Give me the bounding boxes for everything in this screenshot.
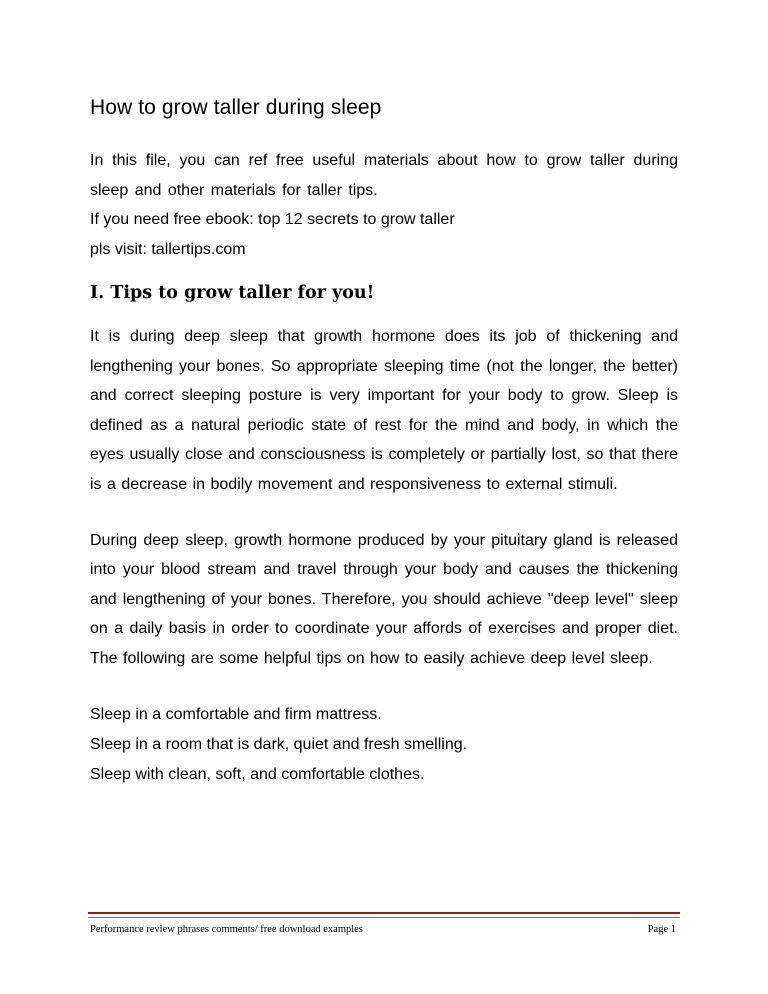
intro-line: If you need free ebook: top 12 secrets to grow taller (90, 211, 455, 228)
intro-line: pls visit: tallertips.com (90, 240, 246, 258)
intro-line: In this file, you can ref free useful materials about how to grow taller during sleep and other materials for taller tips. (90, 152, 678, 199)
body-paragraph: It is during deep sleep that growth hormone does its job of thickening and lengthening your bones. So appropriate sleeping time (not the longer, the better) and correct sleeping posture is very important for your body to grow. Sleep is defined as a natural periodic state of rest for the mind and body, in which the eyes usually close and consciousness is completely or partially lost, so that there is a decrease in bodily movement and responsiveness to external stimuli. (90, 328, 678, 493)
page-content (90, 94, 678, 790)
page-footer (90, 923, 678, 939)
page-number: Page 1 (647, 924, 676, 935)
tips-list (90, 700, 678, 790)
section-heading: I. Tips to grow taller for you! (90, 283, 375, 303)
tip-item: Sleep in a room that is dark, quiet and fresh smelling. (90, 735, 468, 753)
tip-item: Sleep in a comfortable and firm mattress. (90, 705, 382, 723)
footer-text: Performance review phrases comments/ free download examples (90, 924, 363, 935)
tip-item: Sleep with clean, soft, and comfortable clothes. (90, 765, 425, 783)
footer-divider-thin (88, 917, 680, 918)
document-title: How to grow taller during sleep (90, 96, 382, 119)
intro-block (90, 146, 678, 264)
body-paragraph: During deep sleep, growth hormone produced by your pituitary gland is released into your blood stream and travel through your body and causes the thickening and lengthening of your bones. Therefore, you should achieve "deep level" sleep on a daily basis in order to coordinate your affords of exercises and proper diet. The following are some helpful tips on how to easily achieve deep level sleep. (90, 531, 678, 667)
footer-divider (88, 912, 680, 914)
